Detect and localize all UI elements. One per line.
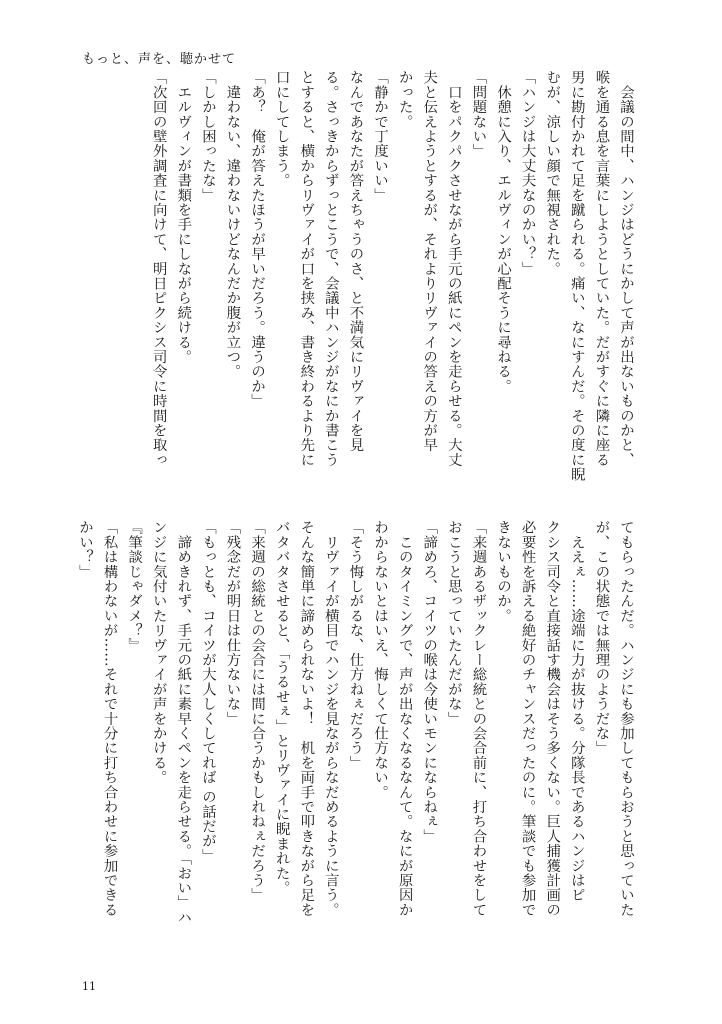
text-line: バタバタさせると、「うるせぇ」とリヴァイに睨まれた。 (273, 520, 290, 895)
page-number: 11 (82, 980, 96, 993)
text-line: 男に勘付かれて足を蹴られる。痛い、なにすんだ。その度に睨 (568, 70, 585, 482)
text-line: 必要性を訴える絶好のチャンスだったのに。筆談でも参加で (519, 520, 536, 917)
text-line: 夫と伝えようとするが、それよりリヴァイの答えの方が早 (421, 70, 438, 453)
text-line: なんであなたが答えちゃうのさ、と不満気にリヴァイを見 (347, 70, 364, 453)
text-line: 休憩に入り、エルヴィンが心配そうに尋ねる。 (495, 70, 512, 394)
text-line: 「静かで丁度いい」 (372, 70, 389, 203)
text-line: 「来週あるザックレー総統との会合前に、打ち合わせをして (470, 520, 487, 917)
text-line: ええぇ……途端に力が抜ける。分隊長であるハンジはピ (568, 520, 585, 903)
running-header: もっと、声を、聴かせて (82, 52, 237, 67)
text-line: てもらったんだ。ハンジにも参加してもらおうと思っていた (618, 520, 634, 917)
text-line: このタイミングで、声が出なくなるなんて。なにが原因か (396, 520, 413, 917)
text-line: 「諦めろ、コイツの喉は今使いモンにならねぇ」 (421, 520, 438, 844)
text-line: 「私は構わないが……それで十分に打ち合わせに参加できる (101, 520, 118, 917)
text-line: むが、涼しい顔で無視された。 (544, 70, 561, 276)
text-line: 「残念だが明日は仕方ないな」 (224, 520, 241, 726)
text-line: 違わない、違わないけどなんだか腹が立つ。 (224, 70, 241, 379)
text-line: 諦めきれず、手元の紙に素早くペンを走らせる。「おい」ハ (175, 520, 192, 925)
text-line: 「そう悔しがるな、仕方ねぇだろう」 (347, 520, 364, 770)
text-line: 「もっとも、コイツが大人しくしてれば の話だが」 (199, 520, 216, 863)
text-line: ンジに気付いたリヴァイが声をかける。 (150, 520, 167, 785)
text-line: る。さっきからずっとこうで、会議中ハンジがなにか書こう (322, 70, 339, 467)
text-line: 「次回の壁外調査に向けて、明日ピクシス司令に時間を取っ (150, 70, 167, 467)
text-line: 口にしてしまう。 (273, 70, 290, 188)
text-line: かった。 (396, 70, 413, 129)
text-line: そんな簡単に諦められないよ！ 机を両手で叩きながら足を (298, 520, 315, 917)
text-line: 会議の間中、ハンジはどうにかして声が出ないものかと、 (618, 70, 634, 467)
text-line: 「ハンジは大丈夫なのかい？」 (519, 70, 536, 276)
text-line: 「問題ない」 (470, 70, 487, 159)
text-line: かい？」 (76, 520, 93, 579)
text-line: クシス司令と直接話す機会はそう多くない。巨人捕獲計画の (544, 520, 561, 917)
text-line: が、この状態では無理のようだな」 (593, 520, 610, 756)
text-line: 口をパクパクさせながら手元の紙にペンを走らせる。大丈 (445, 70, 462, 467)
text-line: とすると、横からリヴァイが口を挟み、書き終わるより先に (298, 70, 315, 467)
text-line: 「来週の総統との会合には間に合うかもしれねぇだろう」 (249, 520, 266, 903)
text-line: 喉を通る息を言葉にしようとしていた。だがすぐに隣に座る (593, 70, 610, 467)
text-line: わからないとはいえ、悔しくて仕方ない。 (372, 520, 389, 800)
text-line: リヴァイが横目でハンジを見ながらなだめるように言う。 (322, 520, 339, 917)
text-line: 「あ？ 俺が答えたほうが早いだろう。違うのか」 (249, 70, 266, 409)
text-line: きないものか。 (495, 520, 512, 623)
text-line: 『筆談じゃダメ？』 (126, 520, 143, 653)
lower-text-block (72, 520, 638, 960)
upper-text-block (72, 70, 638, 502)
text-line: エルヴィンが書類を手にしながら続ける。 (175, 70, 192, 364)
text-line: おこうと思っていたんだがな」 (445, 520, 462, 726)
text-line: 「しかし困ったな」 (199, 70, 216, 203)
